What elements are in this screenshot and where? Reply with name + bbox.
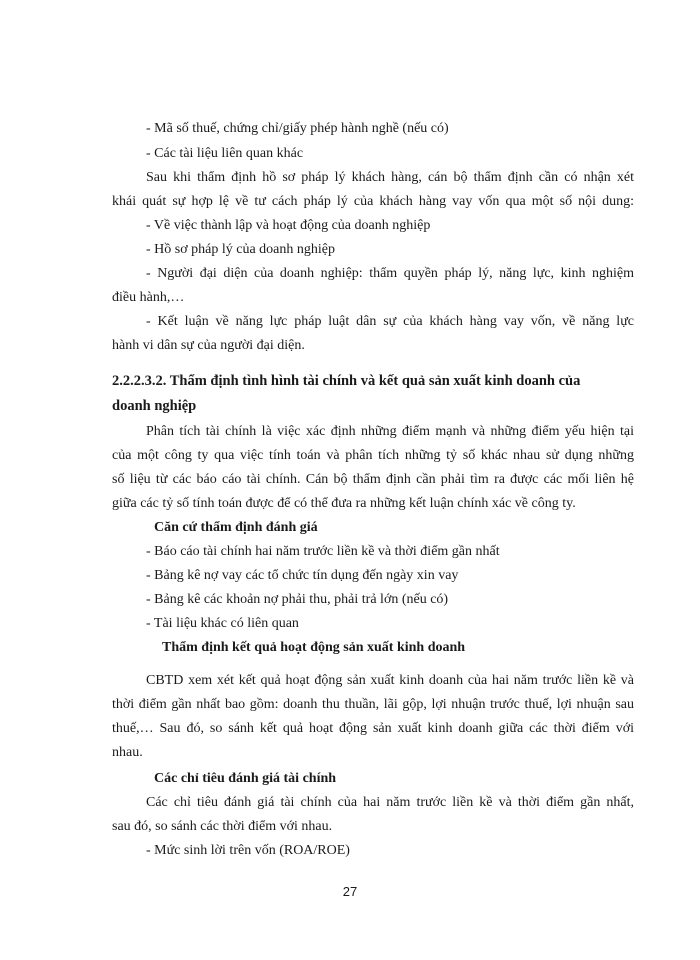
subheading-business-results: Thẩm định kết quả hoạt động sản xuất kinh doanh: [162, 640, 466, 655]
page-number: 27: [342, 884, 358, 899]
subheading-basis: Căn cứ thẩm định đánh giá: [154, 520, 318, 535]
paragraph-line: hành vi dân sự của người đại diện.: [112, 338, 305, 353]
bullet-receivables: - Bảng kê các khoản nợ phải thu, phải trả lớn (nếu có): [146, 592, 449, 607]
paragraph-line: khái quát sự hợp lệ về tư cách pháp lý của khách hàng vay vốn qua một số nội dung:: [112, 194, 634, 209]
section-heading: 2.2.2.3.2. Thẩm định tình hình tài chính và kết quả sản xuất kinh doanh của: [112, 373, 581, 389]
paragraph-line: Các chỉ tiêu đánh giá tài chính của hai năm trước liền kề và thời điểm gần nhất,: [146, 795, 634, 810]
paragraph-line: sau đó, so sánh các thời điểm với nhau.: [112, 819, 333, 834]
subheading-financial-indicators: Các chỉ tiêu đánh giá tài chính: [154, 771, 337, 786]
bullet-loan-list: - Bảng kê nợ vay các tổ chức tín dụng đến ngày xin vay: [146, 568, 459, 583]
paragraph-line: thuế,… Sau đó, so sánh kết quả hoạt động sản xuất kinh doanh giữa các thời điểm với: [112, 721, 634, 736]
bullet-legal-dossier: - Hồ sơ pháp lý của doanh nghiệp: [146, 242, 335, 257]
paragraph-line: CBTD xem xét kết quả hoạt động sản xuất kinh doanh của hai năm trước liền kề và: [146, 673, 634, 688]
paragraph-line: số liệu từ các báo cáo tài chính. Cán bộ thẩm định cần phải tìm ra được các mối liên hệ: [112, 472, 634, 487]
section-heading-cont: doanh nghiệp: [112, 398, 197, 414]
paragraph-line: Phân tích tài chính là việc xác định những điểm mạnh và những điểm yếu hiện tại: [146, 424, 634, 439]
bullet-roa-roe: - Mức sinh lời trên vốn (ROA/ROE): [146, 843, 350, 858]
paragraph-line: điều hành,…: [112, 290, 185, 305]
paragraph-line: của một công ty qua việc tính toán và phân tích những tỷ số khác nhau sử dụng những: [112, 448, 634, 463]
paragraph-line: nhau.: [112, 745, 143, 760]
bullet-establishment: - Về việc thành lập và hoạt động của doanh nghiệp: [146, 218, 431, 233]
bullet-tax-code: - Mã số thuế, chứng chỉ/giấy phép hành nghề (nếu có): [146, 121, 449, 136]
paragraph-line: thời điểm gần nhất bao gồm: doanh thu thuần, lãi gộp, lợi nhuận trước thuế, lợi nhuận sau: [112, 697, 634, 712]
bullet-conclusion: - Kết luận về năng lực pháp luật dân sự của khách hàng vay vốn, về năng lực: [146, 314, 634, 329]
bullet-related-docs: - Các tài liệu liên quan khác: [146, 146, 304, 161]
bullet-financial-reports: - Báo cáo tài chính hai năm trước liền kề và thời điểm gần nhất: [146, 544, 500, 559]
paragraph-line: Sau khi thẩm định hồ sơ pháp lý khách hàng, cán bộ thẩm định cần có nhận xét: [146, 170, 634, 185]
bullet-representative: - Người đại diện của doanh nghiệp: thẩm quyền pháp lý, năng lực, kinh nghiệm: [146, 266, 634, 281]
bullet-other-docs: - Tài liệu khác có liên quan: [146, 616, 299, 631]
paragraph-line: giữa các tỷ số tính toán được để có thể đưa ra những kết luận chính xác về công ty.: [112, 496, 576, 511]
